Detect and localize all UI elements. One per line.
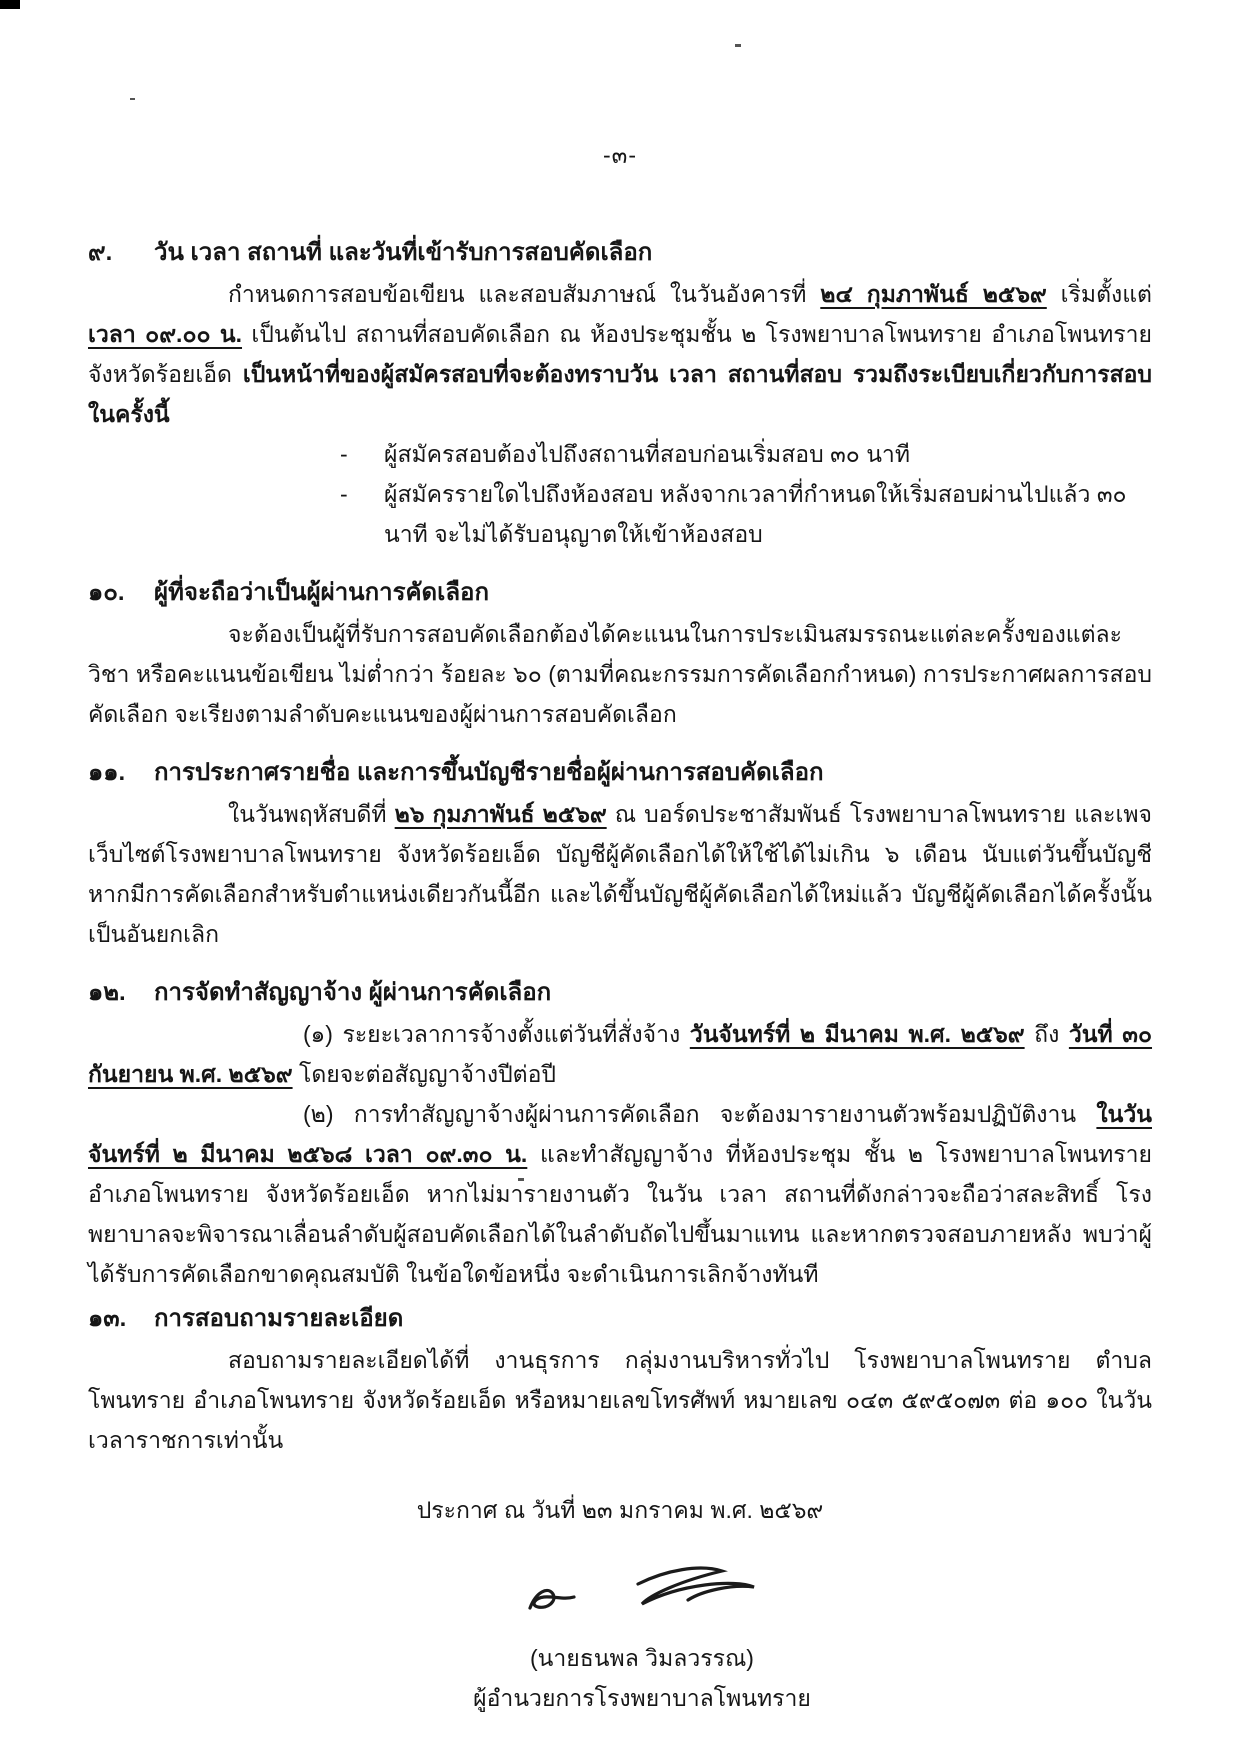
page-number: -๓-	[602, 142, 638, 168]
scan-speck	[735, 44, 741, 47]
section-number: ๑๒.	[88, 979, 126, 1006]
text-run: การจัดทำสัญญาจ้าง ผู้ผ่านการคัดเลือก	[154, 979, 552, 1006]
text-run: การสอบถามรายละเอียด	[154, 1305, 404, 1332]
text-run: วันจันทร์ที่ ๒ มีนาคม พ.ศ. ๒๕๖๙	[689, 1021, 1025, 1047]
bullet-text	[384, 474, 1152, 554]
text-run: เป็นต้นไป สถานที่สอบคัดเลือก ณ ห้องประชุมชั้น ๒ โรงพยาบาลโพนทราย อำเภอโพนทราย จังหวัดร้อยเอ็ด	[88, 321, 1152, 387]
signer-title: ผู้อำนวยการโรงพยาบาลโพนทราย	[473, 1685, 811, 1711]
paragraph	[88, 614, 1152, 734]
bullet-item	[340, 434, 1152, 474]
section-number: ๙.	[88, 239, 113, 266]
bullet-text	[384, 434, 1152, 474]
section-heading	[88, 572, 1152, 614]
text-run: วัน เวลา สถานที่ และวันที่เข้ารับการสอบคัดเลือก	[154, 239, 653, 266]
text-run: ในวันพฤหัสบดีที่	[228, 801, 395, 827]
section-heading	[88, 752, 1152, 794]
text-run: วันที่ ๓๐ กันยายน พ.ศ. ๒๕๖๙	[88, 1021, 1153, 1087]
text-run: ผู้ที่จะถือว่าเป็นผู้ผ่านการคัดเลือก	[154, 579, 489, 606]
paragraph	[88, 1094, 1152, 1294]
section-title	[154, 972, 1152, 1014]
section-heading	[88, 232, 1152, 274]
signer-name: (นายธนพล วิมลวรรณ)	[530, 1645, 754, 1671]
text-run: (๑) ระยะเวลาการจ้างตั้งแต่วันที่สั่งจ้าง	[303, 1021, 690, 1047]
text-run: เริ่มตั้งแต่	[1046, 281, 1152, 307]
closing-section	[0, 1490, 1240, 1718]
section-number: ๑๑.	[88, 759, 126, 786]
text-run: ผู้สมัครรายใดไปถึงห้องสอบ หลังจากเวลาที่กำหนดให้เริ่มสอบผ่านไปแล้ว ๓๐ นาที จะไม่ได้รับอนุญาตให้เข้าห้องสอบ	[384, 481, 1127, 547]
text-run: ณ บอร์ดประชาสัมพันธ์ โรงพยาบาลโพนทราย และเพจเว็บไซต์โรงพยาบาลโพนทราย จังหวัดร้อยเอ็ด บัญชีผู้คัดเลือกได้ให้ใช้ได้ไม่เกิน ๖ เดือน นับแต่วันขึ้นบัญชี หากมีการคัดเลือกสำหรับตำแหน่งเดียวกันนี้อีก และได้ขึ้นบัญชีผู้คัดเลือกได้ใหม่แล้ว บัญชีผู้คัดเลือกได้ครั้งนั้นเป็นอันยกเลิก	[88, 801, 1152, 947]
paragraph	[88, 274, 1152, 434]
section-number: ๑๓.	[88, 1305, 127, 1332]
text-run: เวลา ๐๙.๐๐ น.	[88, 321, 243, 347]
text-run: ๒๔ กุมภาพันธ์ ๒๕๖๙	[820, 281, 1047, 307]
section-title	[154, 232, 1152, 274]
announce-line: ประกาศ ณ วันที่ ๒๓ มกราคม พ.ศ. ๒๕๖๙	[416, 1497, 824, 1523]
signature-icon	[492, 1544, 792, 1636]
section-title	[154, 1298, 1152, 1340]
text-run: การประกาศรายชื่อ และการขึ้นบัญชีรายชื่อผู้ผ่านการสอบคัดเลือก	[154, 759, 824, 786]
section-title	[154, 752, 1152, 794]
section-number: ๑๐.	[88, 579, 125, 606]
paragraph	[88, 1340, 1152, 1460]
bullet-dash: -	[340, 441, 348, 467]
text-run: เป็นหน้าที่ของผู้สมัครสอบที่จะต้องทราบวัน เวลา สถานที่สอบ รวมถึงระเบียบเกี่ยวกับการสอบในครั้งนี้	[88, 361, 1153, 427]
section-heading	[88, 1298, 1152, 1340]
section-heading	[88, 972, 1152, 1014]
text-run: (๒) การทำสัญญาจ้างผู้ผ่านการคัดเลือก จะต้องมารายงานตัวพร้อมปฏิบัติงาน	[303, 1101, 1097, 1127]
scan-speck	[130, 98, 135, 100]
text-run: ผู้สมัครสอบต้องไปถึงสถานที่สอบก่อนเริ่มสอบ ๓๐ นาที	[384, 441, 911, 467]
bullet-dash: -	[340, 481, 348, 507]
text-run: จะต้องเป็นผู้ที่รับการสอบคัดเลือกต้องได้คะแนนในการประเมินสมรรถนะแต่ละครั้งของแต่ละวิชา หรือคะแนนข้อเขียน ไม่ต่ำกว่า ร้อยละ ๖๐ (ตามที่คณะกรรมการคัดเลือกกำหนด) การประกาศผลการสอบคัดเลือก จะเรียงตามลำดับคะแนนของผู้ผ่านการสอบคัดเลือก	[88, 621, 1152, 727]
scan-speck	[518, 1178, 524, 1181]
section-title	[154, 572, 1152, 614]
text-run: ๒๖ กุมภาพันธ์ ๒๕๖๙	[394, 801, 607, 827]
text-run: ถึง	[1024, 1021, 1069, 1047]
text-run: ในวันจันทร์ที่ ๒ มีนาคม ๒๕๖๘ เวลา ๐๙.๓๐ น.	[88, 1101, 1152, 1167]
scan-artifact-mark	[0, 0, 20, 9]
paragraph	[88, 794, 1152, 954]
signature-block	[402, 1544, 882, 1718]
text-run: โดยจะต่อสัญญาจ้างปีต่อปี	[292, 1061, 557, 1087]
paragraph	[88, 1014, 1152, 1094]
document-blocks	[0, 174, 1240, 1460]
bullet-item	[340, 474, 1152, 554]
text-run: กำหนดการสอบข้อเขียน และสอบสัมภาษณ์ ในวันอังคารที่	[228, 281, 821, 307]
text-run: สอบถามรายละเอียดได้ที่ งานธุรการ กลุ่มงานบริหารทั่วไป โรงพยาบาลโพนทราย ตำบลโพนทราย อำเภอโพนทราย จังหวัดร้อยเอ็ด หรือหมายเลขโทรศัพท์ หมายเลข ๐๔๓ ๕๙๕๐๗๓ ต่อ ๑๐๐ ในวัน เวลาราชการเท่านั้น	[88, 1347, 1152, 1453]
text-run: และทำสัญญาจ้าง ที่ห้องประชุม ชั้น ๒ โรงพยาบาลโพนทราย อำเภอโพนทราย จังหวัดร้อยเอ็ด หากไม่มารายงานตัว ในวัน เวลา สถานที่ดังกล่าวจะถือว่าสละสิทธิ์ โรงพยาบาลจะพิจารณาเลื่อนลำดับผู้สอบคัดเลือกได้ในลำดับถัดไปขึ้นมาแทน และหากตรวจสอบภายหลัง พบว่าผู้ได้รับการคัดเลือกขาดคุณสมบัติ ในข้อใดข้อหนึ่ง จะดำเนินการเลิกจ้างทันที	[88, 1141, 1153, 1287]
